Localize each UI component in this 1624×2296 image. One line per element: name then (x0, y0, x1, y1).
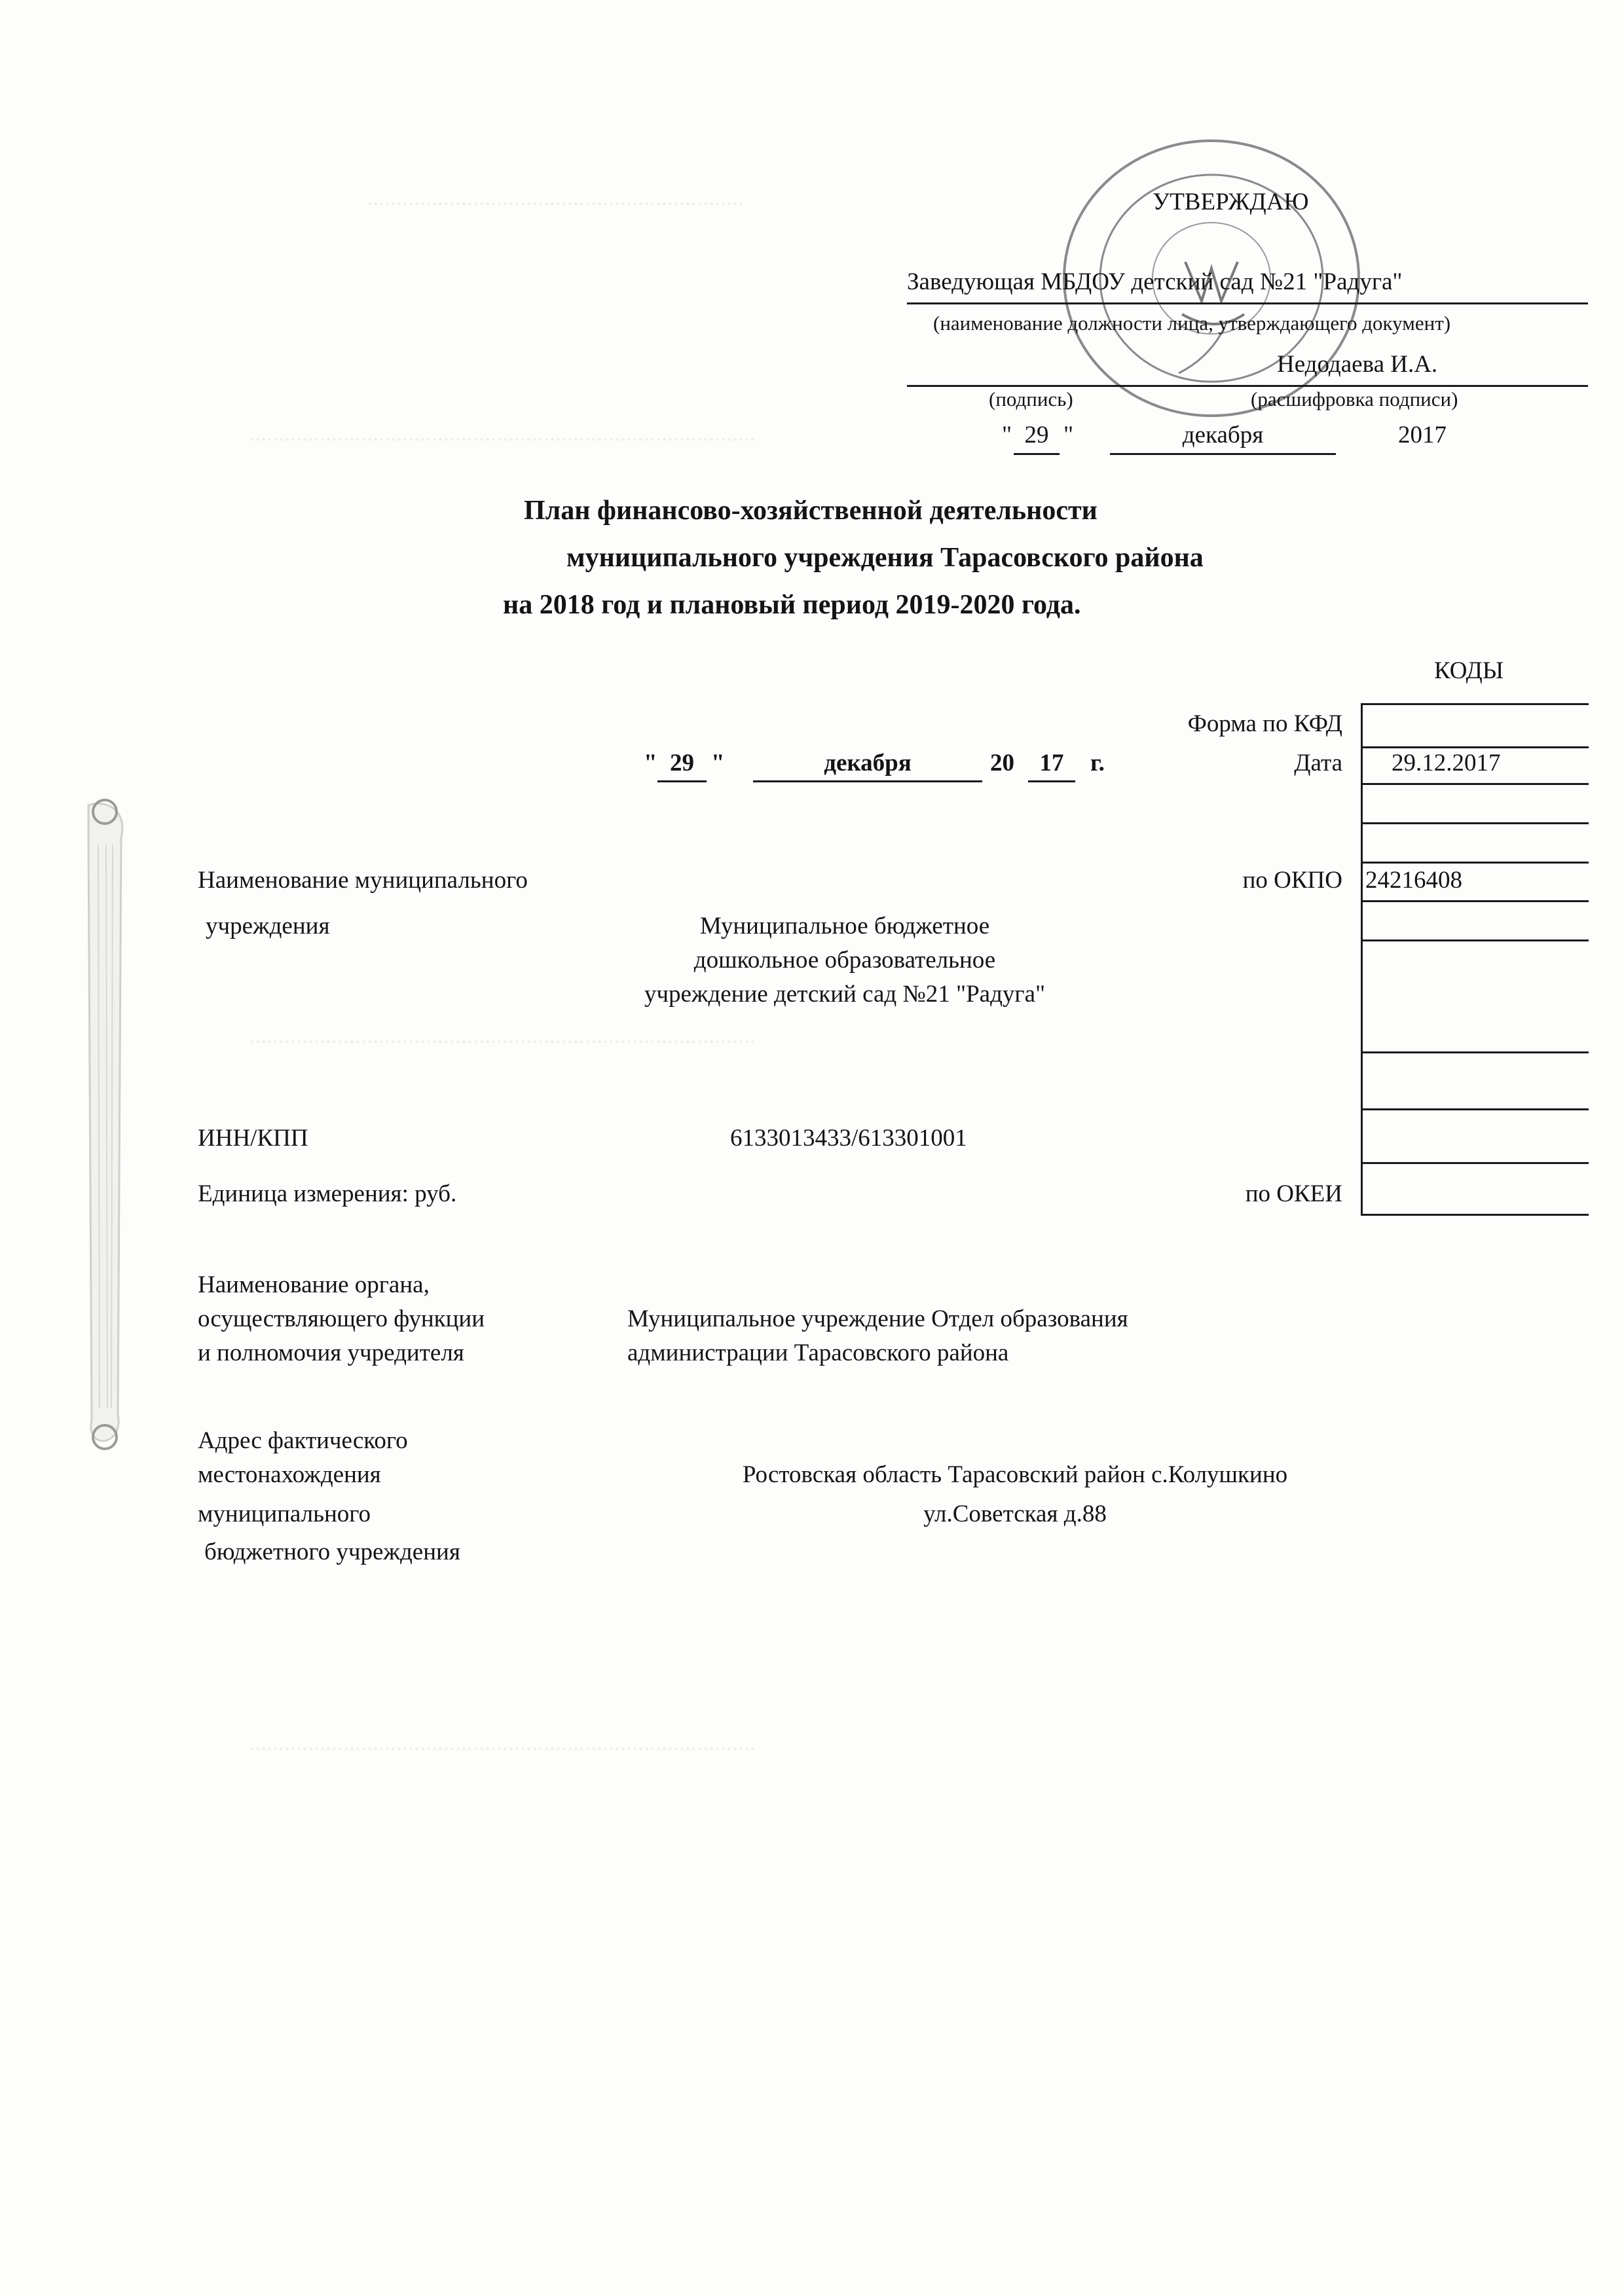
approval-day-underline (1014, 453, 1060, 455)
codes-column-border (1361, 703, 1363, 1214)
form-kfd-label: Форма по КФД (1187, 710, 1342, 737)
approval-position-line (907, 302, 1588, 304)
okei-label: по ОКЕИ (1245, 1180, 1342, 1207)
doc-date-year: 17 (1039, 750, 1064, 776)
address-label-line-3: муниципального (198, 1501, 371, 1527)
doc-date-suffix: г. (1090, 750, 1105, 776)
doc-month-underline (753, 780, 982, 782)
codes-row-line (1361, 862, 1589, 864)
codes-row-line (1361, 746, 1589, 748)
codes-row-line (1361, 939, 1589, 941)
name-caption: (расшифровка подписи) (1251, 388, 1458, 410)
approval-month-underline (1110, 453, 1336, 455)
doc-year-underline (1028, 780, 1075, 782)
approver-position-caption: (наименование должности лица, утверждающего документ) (933, 312, 1451, 335)
address-label-line-2: местонахождения (198, 1461, 381, 1488)
approver-position: Заведующая МБДОУ детский сад №21 "Радуга" (907, 268, 1403, 295)
inn-kpp-label: ИНН/КПП (198, 1125, 308, 1152)
codes-row-line (1361, 822, 1589, 824)
doc-date-day: 29 (670, 750, 694, 776)
codes-row-line (1361, 703, 1589, 705)
show-through-text: ................................................................ (367, 184, 744, 210)
codes-row-line (1361, 783, 1589, 785)
institution-name-line-2: дошкольное образовательное (693, 947, 996, 974)
institution-name-line-3: учреждение детский сад №21 "Радуга" (644, 981, 1046, 1008)
codes-row-line (1361, 1108, 1589, 1110)
founder-label-line-1: Наименование органа, (198, 1271, 430, 1298)
binding-thread-icon (59, 799, 151, 1453)
show-through-text: ...................................................................................... (249, 1022, 756, 1048)
doc-date-century: 20 (990, 750, 1014, 776)
founder-name-line-1: Муниципальное учреждение Отдел образования (627, 1305, 1128, 1332)
address-label-line-1: Адрес фактического (198, 1427, 408, 1454)
doc-date-month: декабря (824, 750, 912, 776)
institution-label-line-1: Наименование муниципального (198, 867, 528, 894)
date-label: Дата (1294, 750, 1342, 776)
codes-row-line (1361, 1162, 1589, 1164)
title-line-1: План финансово-хозяйственной деятельности (524, 496, 1098, 526)
doc-day-underline (657, 780, 707, 782)
address-value-line-2: ул.Советская д.88 (923, 1501, 1107, 1527)
approver-name: Недодаева И.А. (1277, 351, 1438, 378)
founder-label-line-2: осуществляющего функции (198, 1305, 485, 1332)
institution-name-line-1: Муниципальное бюджетное (699, 913, 990, 939)
codes-header: КОДЫ (1434, 657, 1504, 684)
doc-date-quote-close: " (711, 750, 725, 776)
founder-name-line-2: администрации Тарасовского района (627, 1339, 1009, 1366)
show-through-text: ...................................................................................... (249, 1729, 756, 1755)
approval-heading: УТВЕРЖДАЮ (1153, 189, 1309, 215)
founder-label-line-3: и полномочия учредителя (198, 1339, 464, 1366)
date-code-value: 29.12.2017 (1392, 750, 1501, 776)
approval-date-day: 29 (1024, 422, 1049, 448)
codes-row-line (1361, 1214, 1589, 1216)
address-label-line-4: бюджетного учреждения (204, 1539, 460, 1565)
doc-date-quote-open: " (644, 750, 657, 776)
approval-date-quote-close: " (1063, 422, 1074, 448)
address-value-line-1: Ростовская область Тарасовский район с.Колушкино (742, 1461, 1288, 1488)
unit-label: Единица измерения: руб. (198, 1180, 457, 1207)
okpo-label: по ОКПО (1242, 867, 1342, 894)
title-line-2: муниципального учреждения Тарасовского района (566, 543, 1204, 573)
title-line-3: на 2018 год и плановый период 2019-2020 года. (503, 590, 1081, 620)
codes-row-line (1361, 1051, 1589, 1053)
signature-caption: (подпись) (989, 388, 1073, 410)
approval-date-quote-open: " (1002, 422, 1012, 448)
institution-label-line-2: учреждения (206, 913, 330, 939)
okpo-value: 24216408 (1365, 867, 1462, 894)
approval-date-year: 2017 (1398, 422, 1447, 448)
codes-row-line (1361, 900, 1589, 902)
inn-kpp-value: 6133013433/613301001 (730, 1125, 967, 1152)
approval-signature-line (907, 385, 1588, 387)
show-through-text: ...................................................................................... (249, 420, 756, 446)
approval-date-month: декабря (1182, 422, 1264, 448)
